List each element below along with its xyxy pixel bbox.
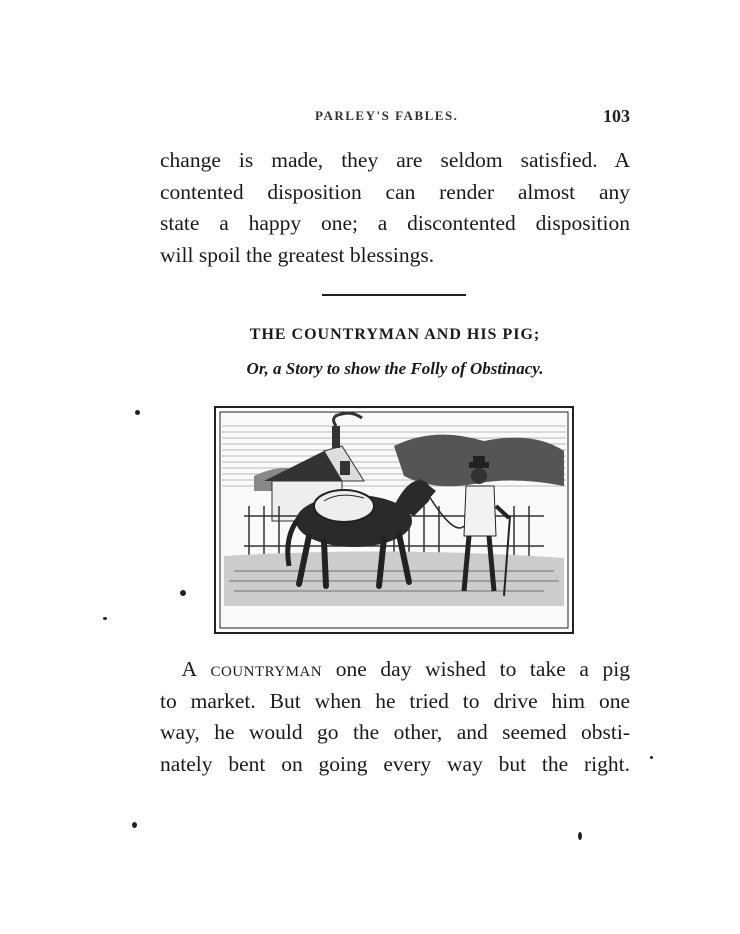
engraving-countryman-horse-pig-icon <box>214 406 574 634</box>
scan-speck <box>132 822 137 828</box>
scan-speck <box>103 617 107 620</box>
scan-speck <box>135 410 140 415</box>
scan-speck <box>578 832 582 840</box>
page-number: 103 <box>603 106 630 126</box>
paragraph-2-line: to market. But when he tried to drive him one <box>160 688 630 713</box>
paragraph-2-line <box>160 654 630 686</box>
paragraph-1 <box>160 145 630 271</box>
fable-title: THE COUNTRYMAN AND HIS PIG; <box>249 326 541 343</box>
paragraph-2-line-1-rest: one day wished to take a pig <box>322 657 630 681</box>
running-head <box>160 106 630 130</box>
paragraph-1-line: state a happy one; a discontented disposition <box>160 211 630 235</box>
paragraph-1-line: contented disposition can render almost any <box>160 179 630 204</box>
scan-speck <box>650 756 653 759</box>
paragraph-1-line: change is made, they are seldom satisfied. A <box>160 148 630 172</box>
lead-word: A countryman <box>181 657 323 681</box>
paragraph-2-line: way, he would go the other, and seemed obsti- <box>160 720 630 744</box>
section-divider <box>322 294 466 296</box>
fable-subtitle: Or, a Story to show the Folly of Obstinacy. <box>246 359 544 378</box>
paragraph-2-line: nately bent on going every way but the right. <box>160 751 630 776</box>
running-title: PARLEY'S FABLES. <box>315 108 459 123</box>
scan-speck <box>180 590 186 596</box>
paragraph-2 <box>160 654 630 780</box>
paragraph-1-line: will spoil the greatest blessings. <box>160 242 435 267</box>
